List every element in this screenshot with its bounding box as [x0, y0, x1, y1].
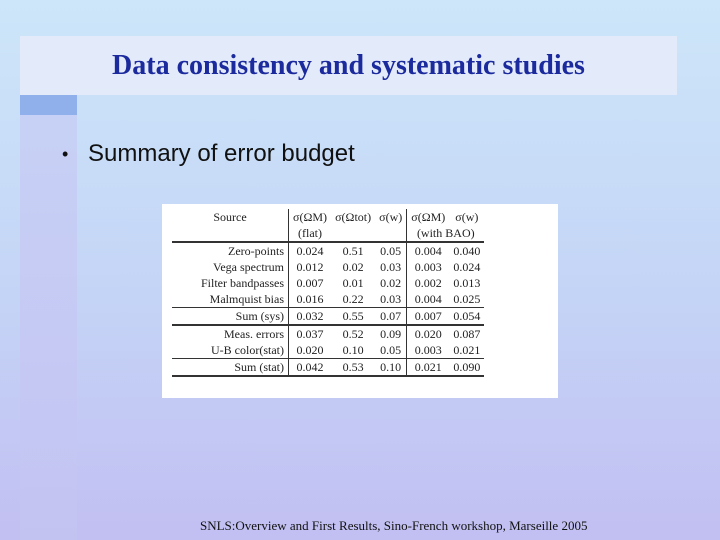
cell: 0.05 — [375, 242, 407, 259]
subheader-with-bao: (with BAO) — [407, 225, 485, 242]
bullet-text: Summary of error budget — [88, 140, 355, 167]
row-source: U-B color(stat) — [211, 343, 284, 357]
subheader-empty-3 — [375, 225, 407, 242]
cell: 0.10 — [342, 343, 364, 357]
bullet-dot-icon: • — [62, 143, 69, 164]
cell: 0.22 — [342, 292, 364, 306]
cell: 0.013 — [453, 276, 481, 290]
cell: 0.003 — [407, 342, 450, 359]
cell: 0.020 — [407, 325, 450, 342]
cell: 0.03 — [380, 260, 402, 274]
table-row-sum-sys — [172, 308, 484, 326]
subheader-empty-2 — [331, 225, 375, 242]
cell: 0.05 — [380, 343, 402, 357]
bullet-item — [62, 140, 355, 168]
slide-title: Data consistency and systematic studies — [112, 49, 585, 81]
error-budget-table-image — [162, 204, 558, 398]
cell: 0.021 — [407, 359, 450, 377]
cell: 0.004 — [407, 242, 450, 259]
table-row — [172, 259, 484, 275]
cell: 0.10 — [375, 359, 407, 377]
cell: 0.054 — [449, 308, 484, 326]
table-row — [172, 291, 484, 308]
cell: 0.51 — [331, 242, 375, 259]
row-source: Vega spectrum — [213, 260, 284, 274]
cell: 0.032 — [289, 308, 332, 326]
header-sigma-otot: σ(Ωtot) — [335, 210, 372, 224]
cell: 0.090 — [449, 359, 484, 377]
cell: 0.003 — [407, 259, 450, 275]
cell: 0.024 — [289, 242, 332, 259]
accent-bar — [20, 95, 77, 115]
row-source: Filter bandpasses — [201, 276, 284, 290]
header-sigma-om: σ(ΩM) — [289, 209, 332, 225]
cell: 0.087 — [449, 325, 484, 342]
cell: 0.024 — [453, 260, 481, 274]
cell: 0.52 — [331, 325, 375, 342]
cell: 0.09 — [375, 325, 407, 342]
cell: 0.021 — [453, 343, 481, 357]
cell: 0.53 — [331, 359, 375, 377]
cell: 0.01 — [342, 276, 364, 290]
row-source: Meas. errors — [172, 325, 289, 342]
header-sigma-w: σ(w) — [379, 210, 403, 224]
row-source: Sum (sys) — [172, 308, 289, 326]
table-row-sum-stat — [172, 359, 484, 377]
cell: 0.040 — [449, 242, 484, 259]
header-sigma-om-bao: σ(ΩM) — [407, 209, 450, 225]
cell: 0.55 — [331, 308, 375, 326]
row-source: Sum (stat) — [172, 359, 289, 377]
subheader-flat: (flat) — [289, 225, 332, 242]
cell: 0.025 — [453, 292, 481, 306]
cell: 0.016 — [289, 291, 332, 308]
cell: 0.02 — [342, 260, 364, 274]
table-row — [172, 342, 484, 359]
header-source: Source — [213, 210, 247, 224]
cell: 0.020 — [289, 342, 332, 359]
slide-footer: SNLS:Overview and First Results, Sino-French workshop, Marseille 2005 — [200, 518, 588, 533]
cell: 0.03 — [380, 292, 402, 306]
cell: 0.012 — [289, 259, 332, 275]
table-row — [172, 275, 484, 291]
row-source: Zero-points — [172, 242, 289, 259]
table-row — [172, 325, 484, 342]
cell: 0.007 — [407, 308, 450, 326]
header-sigma-w-bao: σ(w) — [455, 210, 479, 224]
table-row — [172, 242, 484, 259]
subheader-source — [172, 225, 289, 242]
error-budget-table — [172, 209, 484, 377]
cell: 0.002 — [407, 275, 450, 291]
row-source: Malmquist bias — [209, 292, 284, 306]
cell: 0.007 — [289, 275, 332, 291]
cell: 0.07 — [375, 308, 407, 326]
cell: 0.037 — [289, 325, 332, 342]
table-header-row — [172, 209, 484, 225]
table-subheader-row — [172, 225, 484, 242]
cell: 0.042 — [289, 359, 332, 377]
cell: 0.02 — [380, 276, 402, 290]
cell: 0.004 — [407, 291, 450, 308]
